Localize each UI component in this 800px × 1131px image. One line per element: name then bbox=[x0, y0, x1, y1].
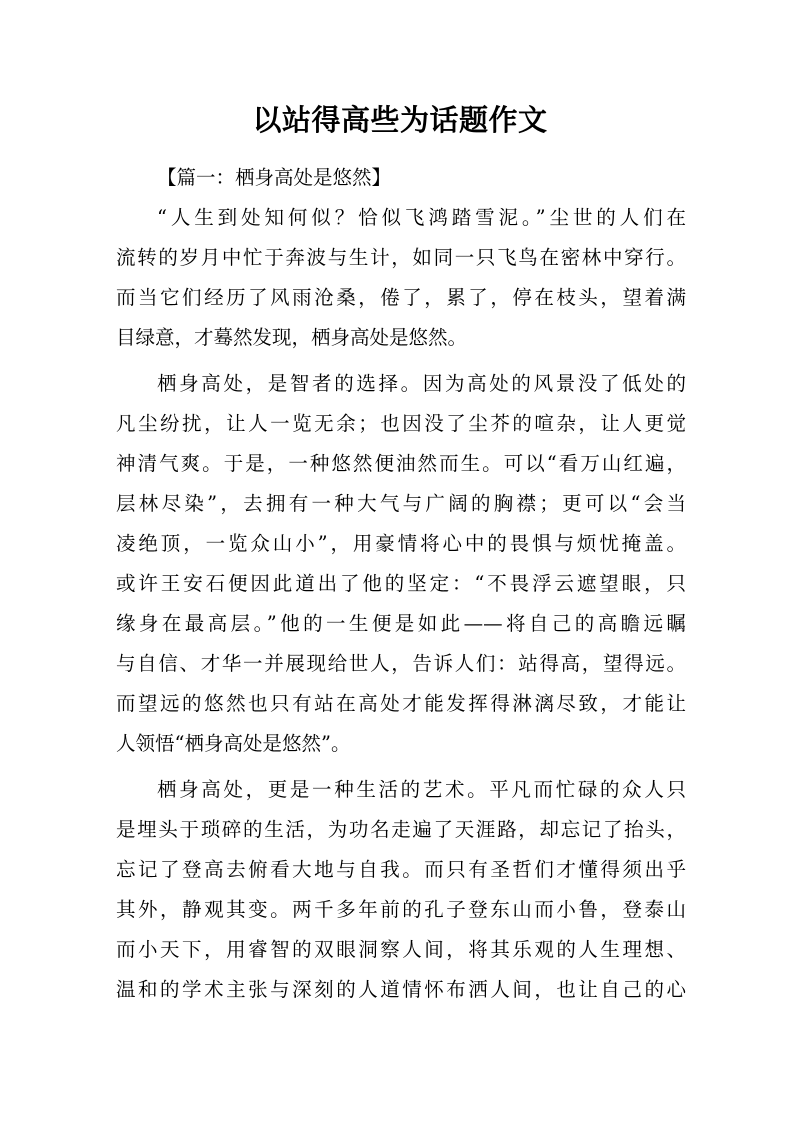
paragraph-line: 凌绝顶，一览众山小”，用豪情将心中的畏惧与烦忧掩盖。 bbox=[116, 532, 686, 555]
paragraph-1 bbox=[116, 198, 686, 358]
paragraph-line: 而望远的悠然也只有站在高处才能发挥得淋漓尽致，才能让 bbox=[116, 692, 686, 715]
paragraph-line: 人领悟“栖身高处是悠然”。 bbox=[116, 732, 351, 755]
paragraph-line: 是埋头于琐碎的生活，为功名走遍了天涯路，却忘记了抬头， bbox=[116, 818, 686, 841]
paragraph-line: 目绿意，才蓦然发现，栖身高处是悠然。 bbox=[116, 326, 468, 349]
paragraph-line: 层林尽染”，去拥有一种大气与广阔的胸襟；更可以“会当 bbox=[116, 492, 686, 515]
paragraph-line: 栖身高处，更是一种生活的艺术。平凡而忙碌的众人只 bbox=[157, 778, 686, 801]
paragraph-line: 栖身高处，是智者的选择。因为高处的风景没了低处的 bbox=[157, 372, 686, 395]
paragraph-line: 温和的学术主张与深刻的人道情怀布洒人间，也让自己的心 bbox=[116, 978, 686, 1001]
paragraph-line: 而当它们经历了风雨沧桑，倦了，累了，停在枝头，望着满 bbox=[116, 286, 686, 309]
section-heading: 【篇一：栖身高处是悠然】 bbox=[157, 166, 392, 189]
paragraph-3 bbox=[116, 770, 686, 1010]
paragraph-line: 缘身在最高层。”他的一生便是如此——将自己的高瞻远瞩 bbox=[116, 612, 686, 635]
paragraph-line: 其外，静观其变。两千多年前的孔子登东山而小鲁，登泰山 bbox=[116, 898, 686, 921]
paragraph-line: “人生到处知何似？恰似飞鸿踏雪泥。”尘世的人们在 bbox=[157, 206, 686, 229]
paragraph-line: 凡尘纷扰，让人一览无余；也因没了尘芥的喧杂，让人更觉 bbox=[116, 412, 686, 435]
paragraph-line: 与自信、才华一并展现给世人，告诉人们：站得高，望得远。 bbox=[116, 652, 686, 675]
paragraph-line: 而小天下，用睿智的双眼洞察人间，将其乐观的人生理想、 bbox=[116, 938, 686, 961]
paragraph-2 bbox=[116, 364, 686, 764]
paragraph-line: 忘记了登高去俯看大地与自我。而只有圣哲们才懂得须出乎 bbox=[116, 858, 686, 881]
document-body bbox=[116, 158, 686, 1010]
paragraph-line: 神清气爽。于是，一种悠然便油然而生。可以“看万山红遍， bbox=[116, 452, 686, 475]
paragraph-line: 流转的岁月中忙于奔波与生计，如同一只飞鸟在密林中穿行。 bbox=[116, 246, 686, 269]
document-title: 以站得高些为话题作文 bbox=[252, 103, 548, 137]
paragraph-line: 或许王安石便因此道出了他的坚定：“不畏浮云遮望眼，只 bbox=[116, 572, 686, 595]
